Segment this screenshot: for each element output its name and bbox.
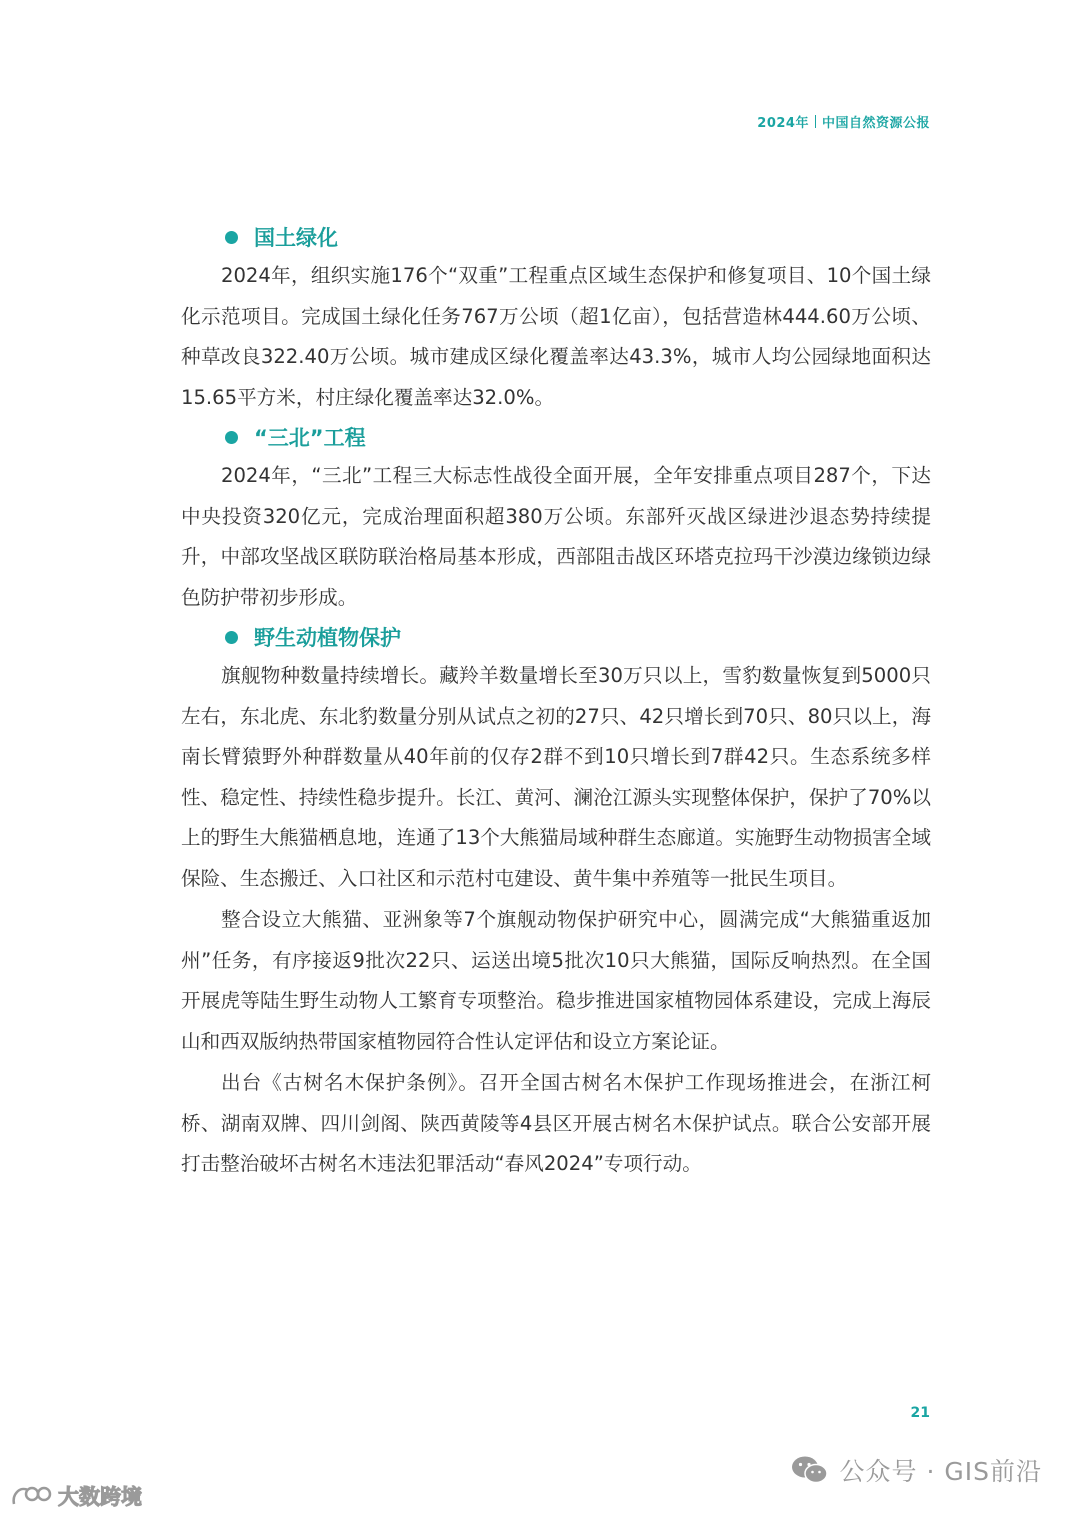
running-header: [757, 112, 930, 131]
paragraph: 出台《古树名木保护条例》。召开全国古树名木保护工作现场推进会，在浙江柯桥、湖南双牌、四川剑阁、陕西黄陵等4县区开展古树名木保护试点。联合公安部开展打击整治破坏古树名木违法犯罪活动“春风2024”专项行动。: [181, 1071, 931, 1175]
section-heading-land-greening: [225, 218, 931, 256]
paragraph: 旗舰物种数量持续增长。藏羚羊数量增长至30万只以上，雪豹数量恢复到5000只左右，东北虎、东北豹数量分别从试点之初的27只、42只增长到70只、80只以上，海南长臂猿野外种群数量从40年前的仅存2群不到10只增长到7群42只。生态系统多样性、稳定性、持续性稳步提升。长江、黄河、澜沧江源头实现整体保护，保护了70%以上的野生大熊猫栖息地，连通了13个大熊猫局域种群生态廊道。实施野生动物损害全域保险、生态搬迁、入口社区和示范村屯建设、黄牛集中养殖等一批民生项目。: [181, 664, 931, 890]
watermark-logo-icon: [10, 1482, 52, 1510]
paragraph: 2024年，组织实施176个“双重”工程重点区域生态保护和修复项目、10个国土绿化示范项目。完成国土绿化任务767万公顷（超1亿亩），包括营造林444.60万公顷、种草改良322.40万公顷。城市建成区绿化覆盖率达43.3%，城市人均公园绿地面积达15.65平方米，村庄绿化覆盖率达32.0%。: [181, 264, 931, 409]
header-divider: [815, 115, 816, 128]
wechat-account-label: [790, 1452, 1042, 1488]
watermark-text: 大数跨境: [58, 1485, 142, 1509]
bullet-dot-icon: [225, 631, 238, 644]
section-heading-wildlife-protection: [225, 618, 931, 656]
watermark: [10, 1481, 142, 1511]
section-title: 国土绿化: [254, 226, 338, 250]
header-publication: 中国自然资源公报: [821, 116, 930, 131]
section-title: 野生动植物保护: [254, 626, 401, 650]
section-heading-three-north: [225, 418, 931, 456]
bullet-dot-icon: [225, 231, 238, 244]
paragraph: 2024年，“三北”工程三大标志性战役全面开展，全年安排重点项目287个，下达中央投资320亿元，完成治理面积超380万公顷。东部歼灭战区绿进沙退态势持续提升，中部攻坚战区联防联治格局基本形成，西部阻击战区环塔克拉玛干沙漠边缘锁边绿色防护带初步形成。: [181, 464, 931, 609]
bullet-dot-icon: [225, 431, 238, 444]
page-number: 21: [910, 1405, 930, 1421]
paragraph: 整合设立大熊猫、亚洲象等7个旗舰动物保护研究中心，圆满完成“大熊猫重返加州”任务，有序接返9批次22只、运送出境5批次10只大熊猫，国际反响热烈。在全国开展虎等陆生野生动物人工繁育专项整治。稳步推进国家植物园体系建设，完成上海辰山和西双版纳热带国家植物园符合性认定评估和设立方案论证。: [181, 908, 931, 1053]
section-title: “三北”工程: [254, 426, 366, 450]
wechat-icon: [790, 1455, 830, 1485]
wechat-label: 公众号 · GIS前沿: [839, 1457, 1042, 1486]
header-year: 2024年: [757, 116, 809, 131]
main-content: [181, 218, 931, 1185]
